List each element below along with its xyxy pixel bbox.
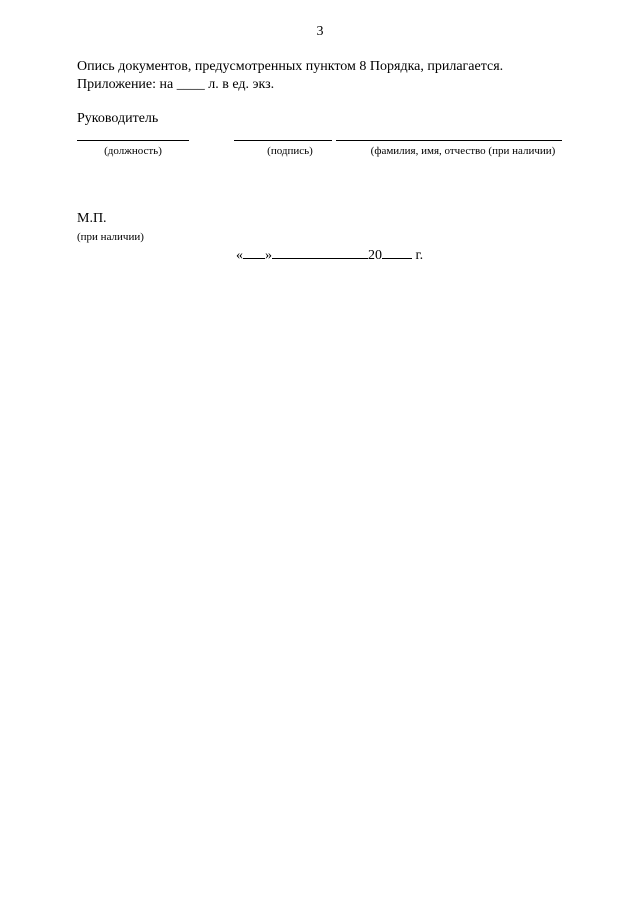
- date-century: 20: [368, 248, 382, 263]
- name-line: [336, 140, 562, 141]
- page-number: 3: [316, 24, 324, 39]
- attachment-statement: Приложение: на ____ л. в ед. экз.: [77, 77, 275, 92]
- date-year-suffix: г.: [415, 248, 424, 263]
- head-label: Руководитель: [77, 111, 159, 126]
- name-caption: (фамилия, имя, отчество (при наличии): [370, 145, 556, 157]
- date-line: [236, 246, 423, 264]
- stamp-label: М.П.: [77, 211, 107, 226]
- position-line: [77, 140, 189, 141]
- date-open-quote: «: [236, 248, 243, 263]
- signature-line: [234, 140, 332, 141]
- inventory-statement: Опись документов, предусмотренных пунктом 8 Порядка, прилагается.: [77, 59, 504, 74]
- year-blank: [382, 246, 412, 259]
- signature-caption: (подпись): [267, 145, 313, 157]
- stamp-note: (при наличии): [77, 231, 144, 243]
- month-blank: [272, 246, 368, 259]
- day-blank: [243, 246, 265, 259]
- date-close-quote: »: [265, 248, 272, 263]
- position-caption: (должность): [104, 145, 162, 157]
